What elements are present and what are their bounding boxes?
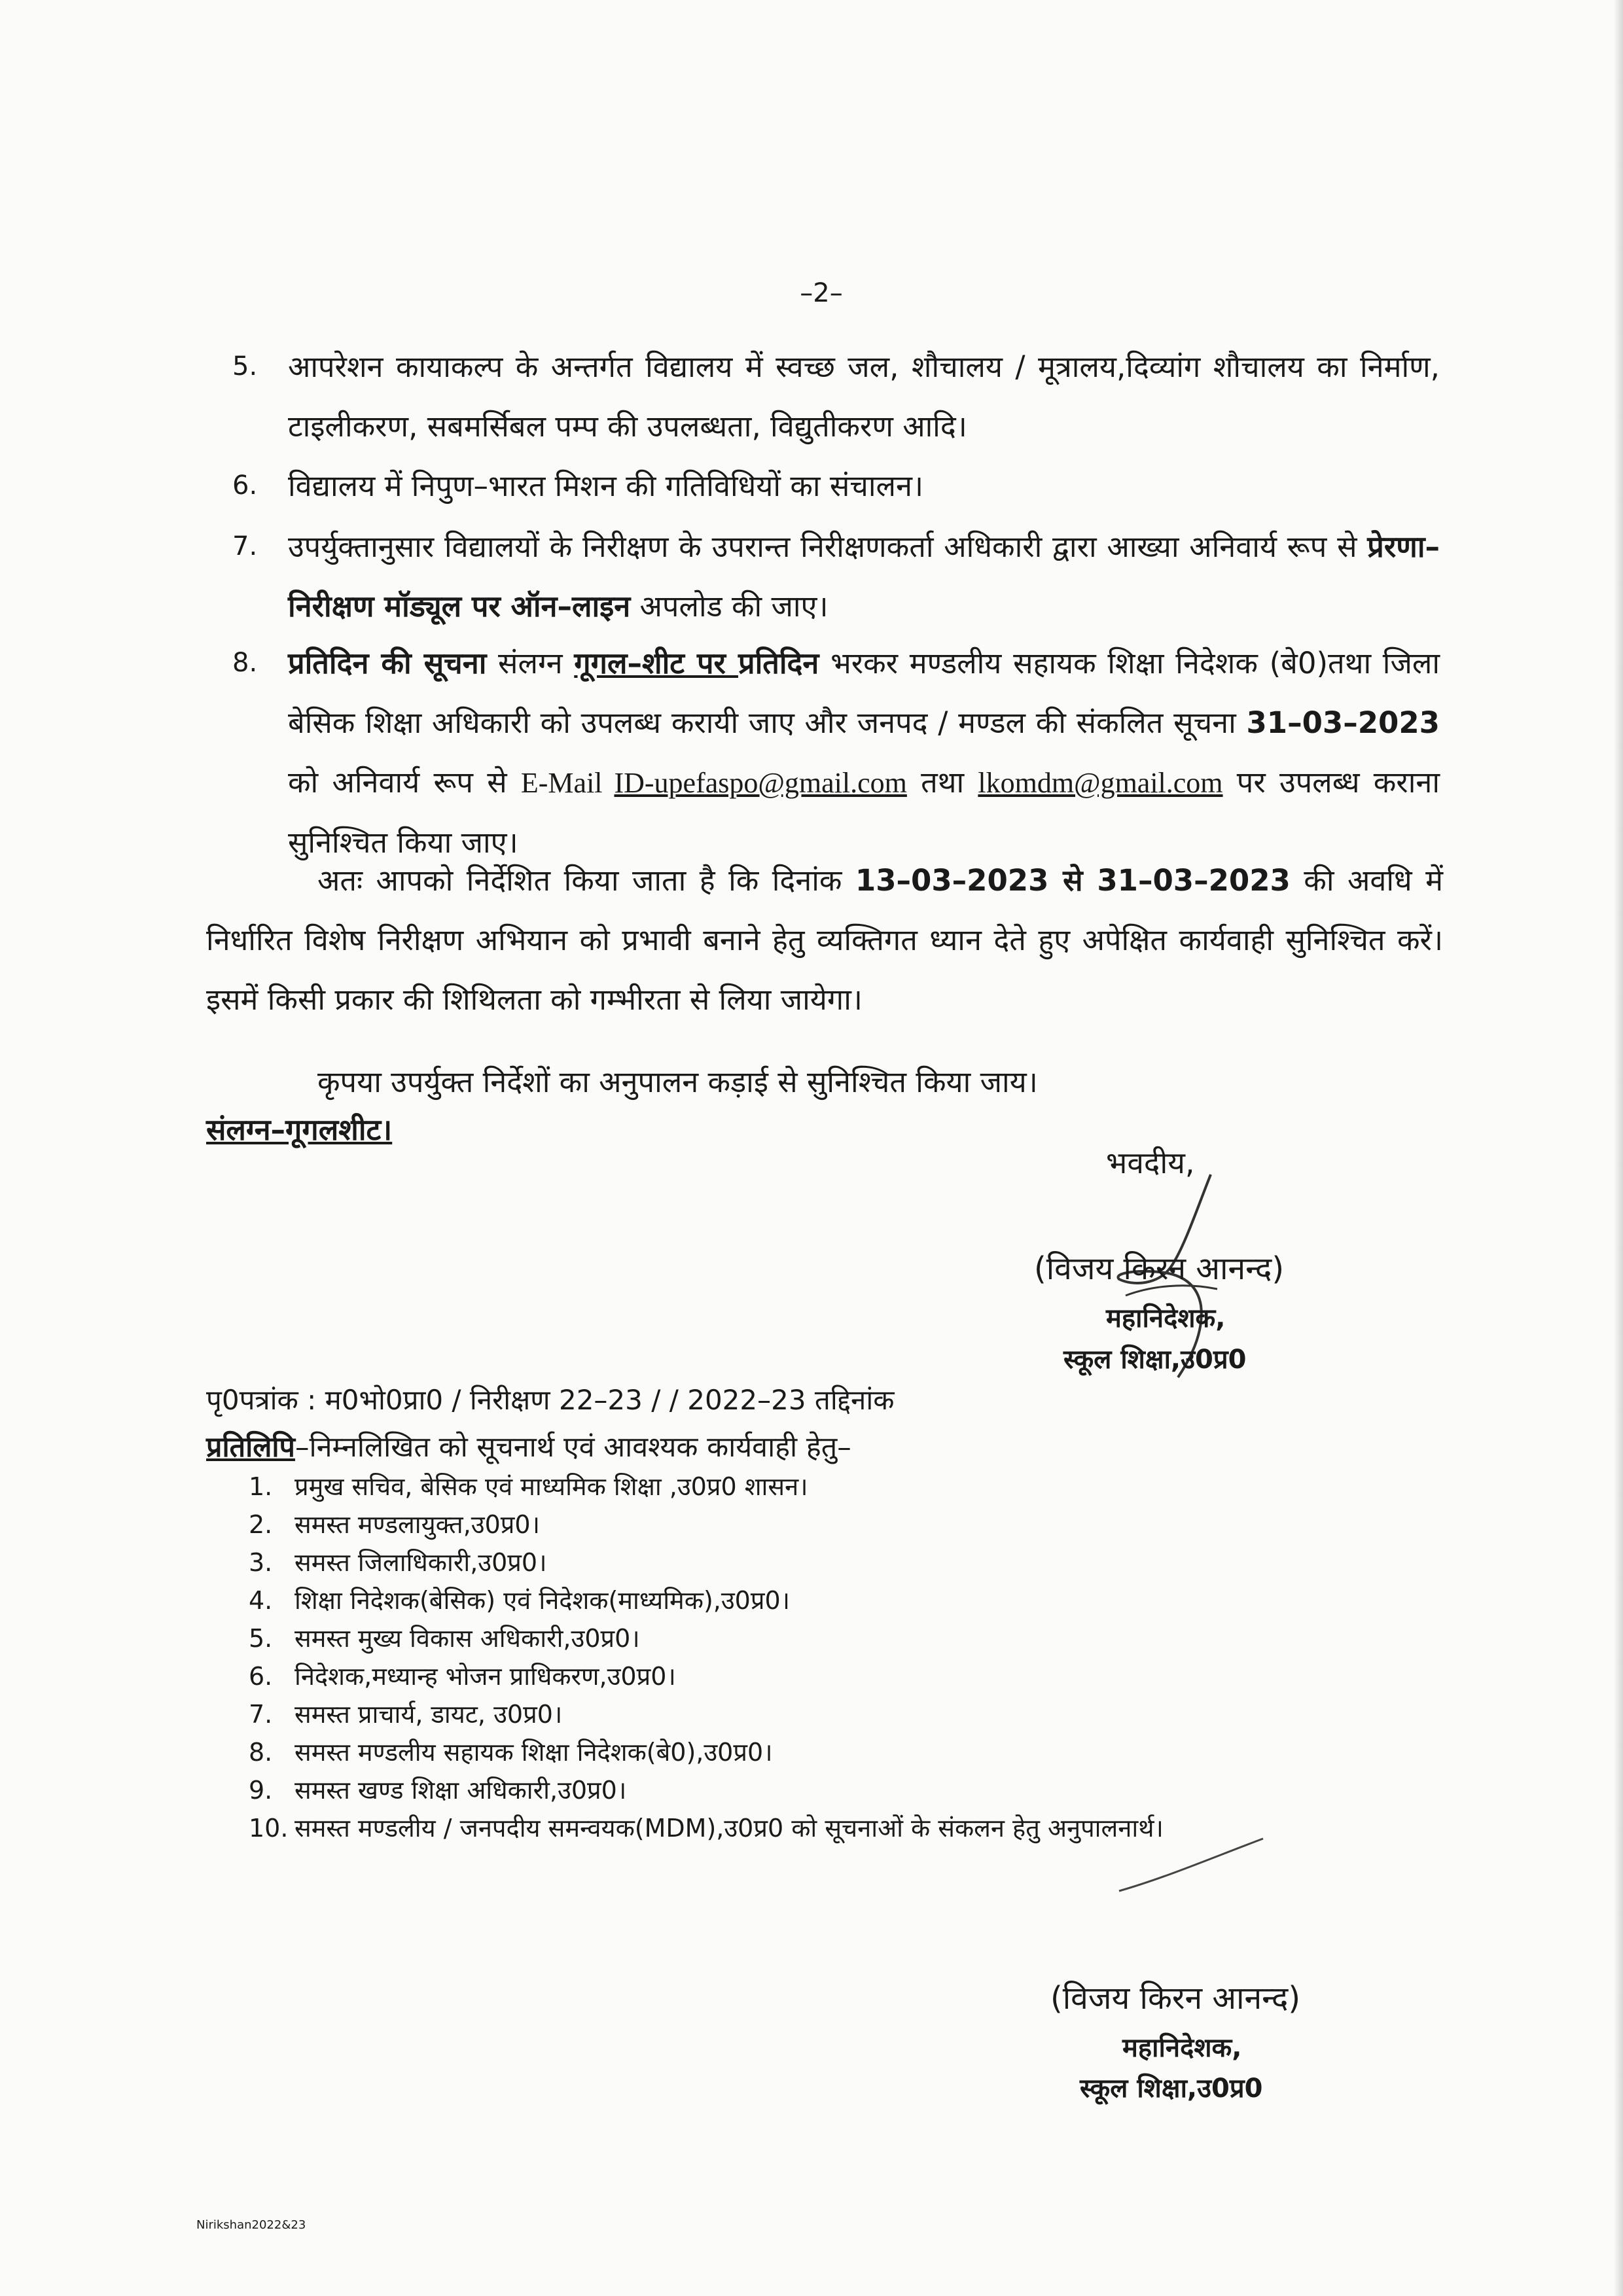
recipient-number: 5. bbox=[249, 1624, 273, 1653]
reference-number: पृ0पत्रांक : म0भो0प्रा0 / निरीक्षण 22–23 / / 2022–23 तद्दिनांक bbox=[206, 1384, 895, 1416]
recipient-text: समस्त मुख्य विकास अधिकारी,उ0प्र0। bbox=[294, 1624, 640, 1653]
list-item bbox=[249, 1469, 1164, 1507]
recipient-number: 4. bbox=[249, 1586, 273, 1615]
recipient-number: 1. bbox=[249, 1472, 273, 1501]
closing-paragraph bbox=[206, 851, 1443, 1029]
closing-text: अतः आपको निर्देशित किया जाता है कि दिनांक bbox=[317, 863, 855, 898]
list-item bbox=[232, 517, 1440, 636]
recipient-number: 2. bbox=[249, 1510, 273, 1539]
daily-info-bold: प्रतिदिन की सूचना bbox=[288, 646, 487, 680]
page-number: –2– bbox=[800, 278, 843, 308]
daily-bold: प्रतिदिन bbox=[738, 646, 819, 680]
list-item bbox=[249, 1545, 1164, 1583]
list-item bbox=[249, 1507, 1164, 1545]
recipient-text: समस्त खण्ड शिक्षा अधिकारी,उ0प्र0। bbox=[294, 1776, 627, 1805]
email-link-1[interactable]: ID-upefaspo@gmail.com bbox=[614, 767, 907, 799]
signatory-office: स्कूल शिक्षा,उ0प्र0 bbox=[1063, 1345, 1247, 1375]
item-text: विद्यालय में निपुण–भारत मिशन की गतिविधियों का संचालन। bbox=[288, 468, 924, 503]
list-item bbox=[249, 1621, 1164, 1659]
closing-text: की अवधि में निर्धारित विशेष निरीक्षण अभियान को प्रभावी बनाने हेतु व्यक्तिगत ध्यान देते हुए अपेक्षित कार्यवाही सुनिश्चित करें। इसमें किसी प्रकार की शिथिलता को गम्भीरता से लिया जायेगा। bbox=[206, 863, 1444, 1017]
item-number: 6. bbox=[232, 470, 258, 501]
list-item bbox=[232, 456, 1440, 516]
recipient-number: 6. bbox=[249, 1662, 273, 1691]
signatory-designation-2: महानिदेशक, bbox=[1122, 2033, 1242, 2063]
recipient-number: 10. bbox=[249, 1814, 289, 1843]
list-item bbox=[232, 337, 1440, 456]
item-number: 7. bbox=[232, 531, 258, 561]
recipient-text: समस्त प्राचार्य, डायट, उ0प्र0। bbox=[294, 1700, 563, 1729]
item-text: पर उपलब्ध कराना सुनिश्चित किया जाए। bbox=[288, 765, 1440, 860]
list-item bbox=[232, 633, 1440, 872]
item-text: उपर्युक्तानुसार विद्यालयों के निरीक्षण के उपरान्त निरीक्षणकर्ता अधिकारी द्वारा आख्या अनिवार्य रूप से bbox=[288, 529, 1368, 564]
recipient-text: समस्त जिलाधिकारी,उ0प्र0। bbox=[294, 1548, 547, 1577]
yours-faithfully: भवदीय, bbox=[1106, 1145, 1195, 1180]
recipient-text: समस्त मण्डलीय / जनपदीय समन्वयक(MDM),उ0प्र0 को सूचनाओं के संकलन हेतु अनुपालनार्थ। bbox=[294, 1814, 1164, 1843]
recipient-number: 7. bbox=[249, 1700, 273, 1729]
recipient-text: शिक्षा निदेशक(बेसिक) एवं निदेशक(माध्यमिक),उ0प्र0। bbox=[294, 1586, 791, 1615]
item-text: अपलोड की जाए। bbox=[630, 589, 829, 624]
item-text: आपरेशन कायाकल्प के अन्तर्गत विद्यालय में स्वच्छ जल, शौचालय / मूत्रालय,दिव्यांग शौचालय का निर्माण, टाइलीकरण, सबमर्सिबल पम्प की उपलब्धता, विद्युतीकरण आदि। bbox=[288, 349, 1440, 444]
campaign-dates: 13–03–2023 से 31–03–2023 bbox=[855, 863, 1291, 898]
item-text: भरकर मण्डलीय सहायक शिक्षा निदेशक (बे0)तथा जिला बेसिक शिक्षा अधिकारी को उपलब्ध करायी जाए और जनपद / मण्डल की संकलित सूचना bbox=[288, 646, 1440, 740]
recipient-text: समस्त मण्डलायुक्त,उ0प्र0। bbox=[294, 1510, 540, 1539]
item-number: 8. bbox=[232, 648, 258, 678]
list-item bbox=[249, 1773, 1164, 1810]
copy-recipients-list bbox=[249, 1469, 1164, 1848]
copy-heading-text: –निम्नलिखित को सूचनार्थ एवं आवश्यक कार्यवाही हेतु– bbox=[294, 1431, 851, 1464]
recipient-text: निदेशक,मध्यान्ह भोजन प्राधिकरण,उ0प्र0। bbox=[294, 1662, 676, 1691]
copy-label: प्रतिलिपि bbox=[206, 1431, 295, 1464]
recipient-text: समस्त मण्डलीय सहायक शिक्षा निदेशक(बे0),उ0प्र0। bbox=[294, 1738, 773, 1767]
copy-heading bbox=[206, 1426, 851, 1465]
item-number: 5. bbox=[232, 351, 258, 381]
recipient-number: 3. bbox=[249, 1548, 273, 1577]
recipient-text: प्रमुख सचिव, बेसिक एवं माध्यमिक शिक्षा ,उ0प्र0 शासन। bbox=[294, 1472, 808, 1501]
list-item bbox=[249, 1583, 1164, 1621]
attachment-note: संलग्न–गूगलशीट। bbox=[206, 1112, 393, 1147]
item-text: को अनिवार्य रूप से bbox=[288, 765, 521, 800]
footer-code: Nirikshan2022&23 bbox=[196, 2218, 306, 2232]
recipient-number: 8. bbox=[249, 1738, 273, 1767]
item-text: संलग्न bbox=[486, 646, 575, 680]
list-item bbox=[249, 1735, 1164, 1773]
item-text-bold: प्रेरणा–निरीक्षण मॉड्यूल पर ऑन–लाइन bbox=[288, 529, 1440, 624]
signatory-office-2: स्कूल शिक्षा,उ0प्र0 bbox=[1080, 2074, 1263, 2104]
list-item bbox=[249, 1810, 1164, 1848]
list-item bbox=[249, 1697, 1164, 1735]
closing-request: कृपया उपर्युक्त निर्देशों का अनुपालन कड़ाई से सुनिश्चित किया जाय। bbox=[317, 1065, 1038, 1099]
signatory-name: (विजय किरन आनन्द) bbox=[1034, 1250, 1285, 1287]
email-label: E-Mail bbox=[520, 767, 615, 799]
deadline-date: 31–03–2023 bbox=[1246, 705, 1440, 740]
signatory-designation: महानिदेशक, bbox=[1106, 1303, 1226, 1333]
list-item bbox=[249, 1659, 1164, 1697]
item-text: तथा bbox=[906, 765, 978, 800]
initial-mark bbox=[1113, 1832, 1270, 1898]
recipient-number: 9. bbox=[249, 1776, 273, 1805]
scan-edge bbox=[1614, 0, 1623, 2296]
google-sheet-label: गूगल–शीट पर bbox=[574, 646, 738, 680]
email-link-2[interactable]: lkomdm@gmail.com bbox=[978, 767, 1223, 799]
signatory-name-2: (विजय किरन आनन्द) bbox=[1050, 1980, 1301, 2017]
